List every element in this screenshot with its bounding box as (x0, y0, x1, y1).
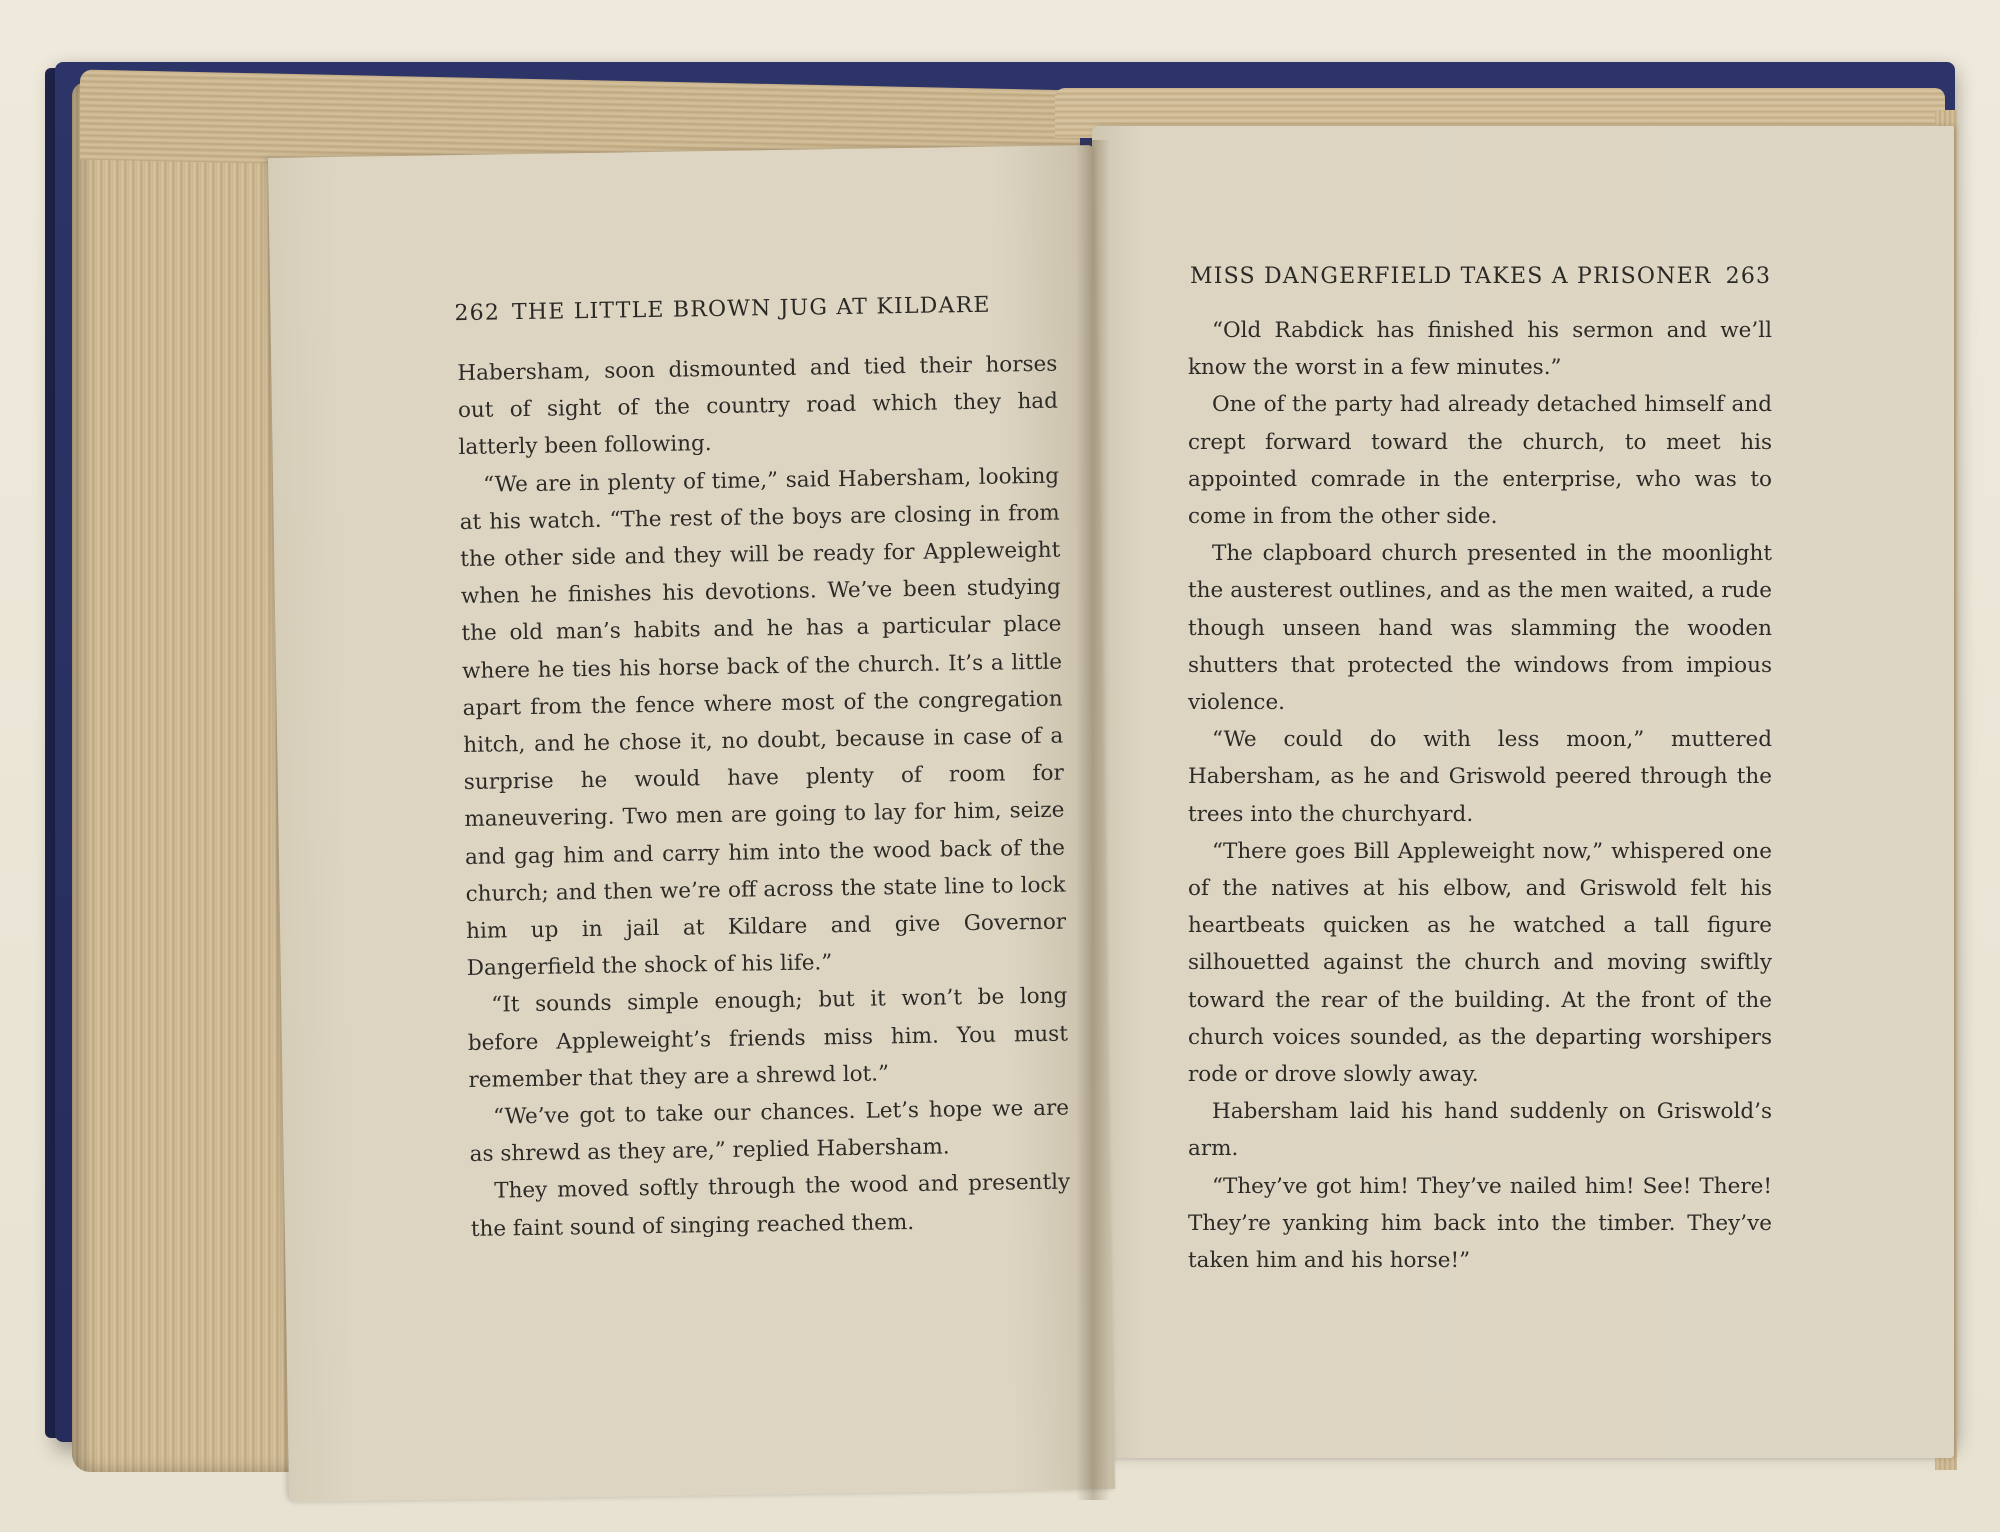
paragraph: “They’ve got him! They’ve nailed him! See! There! They’re yanking him back into the timber. They’ve taken him and his horse!” (1188, 1173, 1772, 1274)
left-page-body (457, 346, 1071, 1248)
paragraph: They moved softly through the wood and presently the faint sound of singing reached them. (470, 1169, 1071, 1242)
left-page (268, 145, 1115, 1502)
paragraph: “We’ve got to take our chances. Let’s hope we are as shrewd as they are,” replied Habersham. (469, 1095, 1070, 1168)
left-running-head (454, 293, 991, 326)
left-page-number: 262 (454, 300, 501, 327)
paragraph: “Old Rabdick has finished his sermon and we’ll know the worst in a few minutes.” (1188, 318, 1772, 381)
right-page-number: 263 (1725, 264, 1772, 289)
right-running-head (1190, 264, 1771, 289)
paragraph: One of the party had already detached himself and crept forward toward the church, to meet his appointed comrade in the enterprise, who was to come in from the other side. (1188, 392, 1772, 530)
right-page-body (1188, 312, 1772, 1279)
right-running-head-title: MISS DANGERFIELD TAKES A PRISONER (1190, 264, 1712, 289)
paragraph: Habersham, soon dismounted and tied their horses out of sight of the country road which they had latterly been following. (457, 351, 1059, 461)
left-running-head-title: THE LITTLE BROWN JUG AT KILDARE (511, 292, 991, 326)
paragraph: “It sounds simple enough; but it won’t be long before Appleweight’s friends miss him. You must remember that they are a shrewd lot.” (467, 984, 1069, 1093)
book-gutter-shadow (1076, 140, 1110, 1500)
paragraph: “We could do with less moon,” muttered Habersham, as he and Griswold peered through the trees into the churchyard. (1188, 727, 1772, 827)
paragraph: “There goes Bill Appleweight now,” whispered one of the natives at his elbow, and Griswold felt his heartbeats quicken as he watched a tall figure silhouetted against the church and moving swiftly toward the rear of the building. At the front of the church voices sounded, as the departing worshipers rode or drove slowly away. (1188, 838, 1772, 1088)
paragraph: The clapboard church presented in the moonlight the austerest outlines, and as the men waited, a rude though unseen hand was slamming the wooden shutters that protected the windows from impious violence. (1188, 541, 1772, 716)
paragraph: “We are in plenty of time,” said Habersham, looking at his watch. “The rest of the boys are closing in from the other side and they will be ready for Appleweight when he finishes his devotions. We’ve been studying the old man’s habits and he has a particular place where he ties his horse back of the church. It’s a little apart from the fence where most of the congregation hitch, and he chose it, no doubt, because in case of a surprise he would have plenty of room for maneuvering. Two men are going to lay for him, seize and gag him and carry him into the wood back of the church; and then we’re off across the state line to lock him up in jail at Kildare and give Governor Dangerfield the shock of his life.” (459, 463, 1067, 982)
right-page (1092, 126, 1954, 1458)
paragraph: Habersham laid his hand suddenly on Griswold’s arm. (1188, 1099, 1772, 1162)
